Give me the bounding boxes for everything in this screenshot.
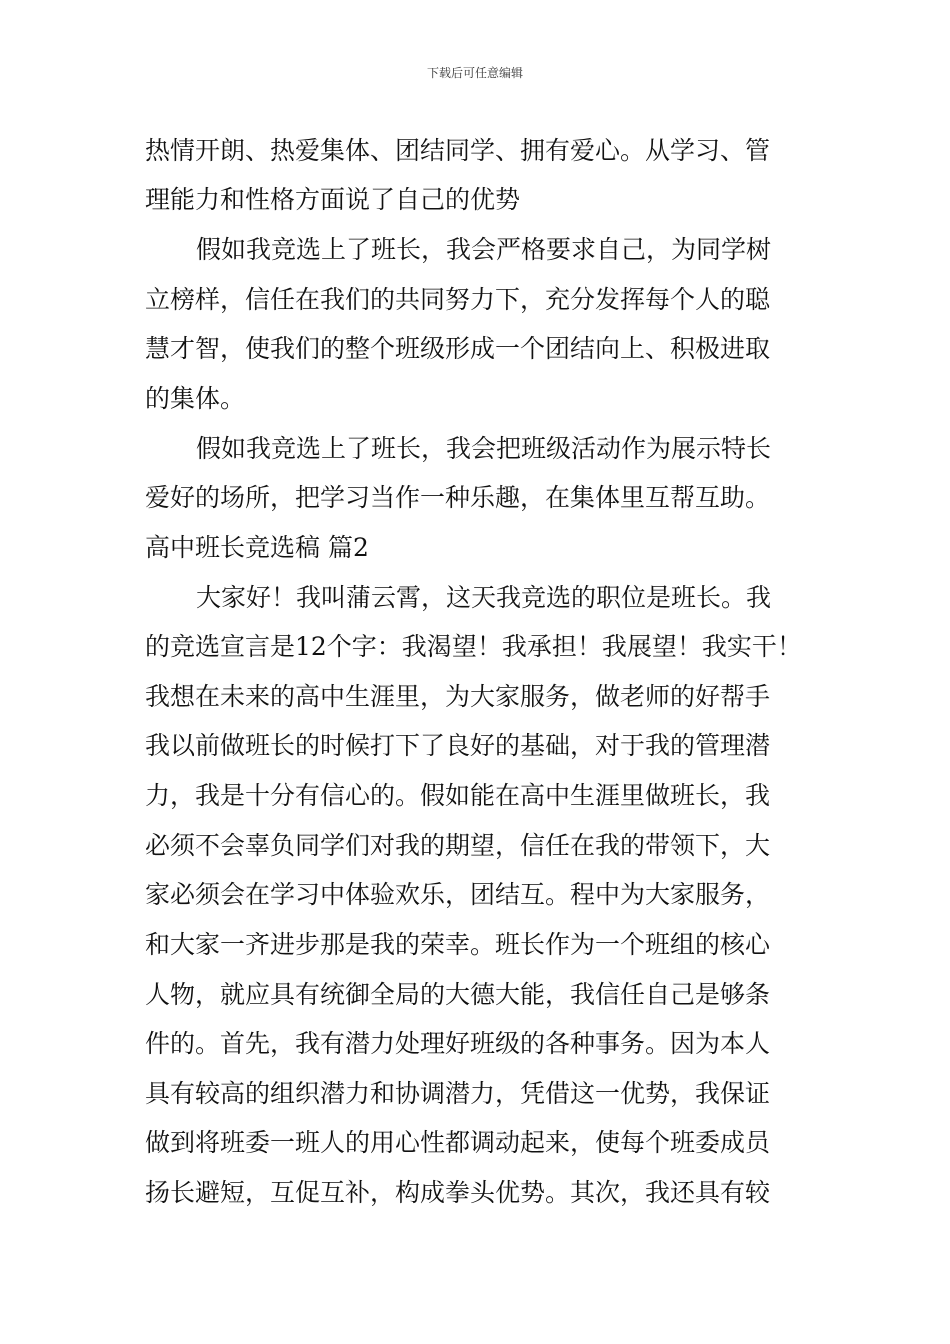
text-line: 假如我竞选上了班长，我会严格要求自己，为同学树: [196, 235, 772, 264]
page-header: 下载后可任意编辑: [426, 66, 523, 80]
text-line: 大家好！我叫蒲云霄，这天我竞选的职位是班长。我: [196, 583, 772, 612]
text-line: 件的。首先，我有潜力处理好班级的各种事务。因为本人: [145, 1029, 771, 1058]
text-line: 的竞选宣言是12个字：我渴望！我承担！我展望！我实干！: [145, 632, 802, 661]
text-line: 和大家一齐进步那是我的荣幸。班长作为一个班组的核心: [145, 930, 771, 959]
text-line: 立榜样，信任在我们的共同努力下，充分发挥每个人的聪: [145, 285, 771, 314]
text-line: 人物，就应具有统御全局的大德大能，我信任自己是够条: [145, 980, 771, 1009]
text-line: 必须不会辜负同学们对我的期望，信任在我的带领下，大: [145, 831, 771, 860]
text-line: 的集体。: [145, 384, 246, 413]
text-line: 热情开朗、热爱集体、团结同学、拥有爱心。从学习、管: [145, 136, 771, 165]
text-line: 具有较高的组织潜力和协调潜力，凭借这一优势，我保证: [145, 1079, 771, 1108]
text-line: 我想在未来的高中生涯里，为大家服务，做老师的好帮手: [145, 682, 771, 711]
text-line: 做到将班委一班人的用心性都调动起来，使每个班委成员: [145, 1128, 771, 1157]
text-line: 我以前做班长的时候打下了良好的基础，对于我的管理潜: [145, 731, 771, 760]
text-line: 理能力和性格方面说了自己的优势: [145, 185, 521, 214]
text-line: 扬长避短，互促互补，构成拳头优势。其次，我还具有较: [145, 1178, 771, 1207]
section-heading: 高中班长竞选稿 篇2: [145, 533, 369, 562]
text-line: 力，我是十分有信心的。假如能在高中生涯里做班长，我: [145, 781, 771, 810]
text-line: 假如我竞选上了班长，我会把班级活动作为展示特长: [196, 434, 772, 463]
text-line: 慧才智，使我们的整个班级形成一个团结向上、积极进取: [145, 334, 771, 363]
text-line: 家必须会在学习中体验欢乐，团结互。程中为大家服务，: [145, 880, 771, 909]
text-line: 爱好的场所，把学习当作一种乐趣，在集体里互帮互助。: [145, 483, 771, 512]
